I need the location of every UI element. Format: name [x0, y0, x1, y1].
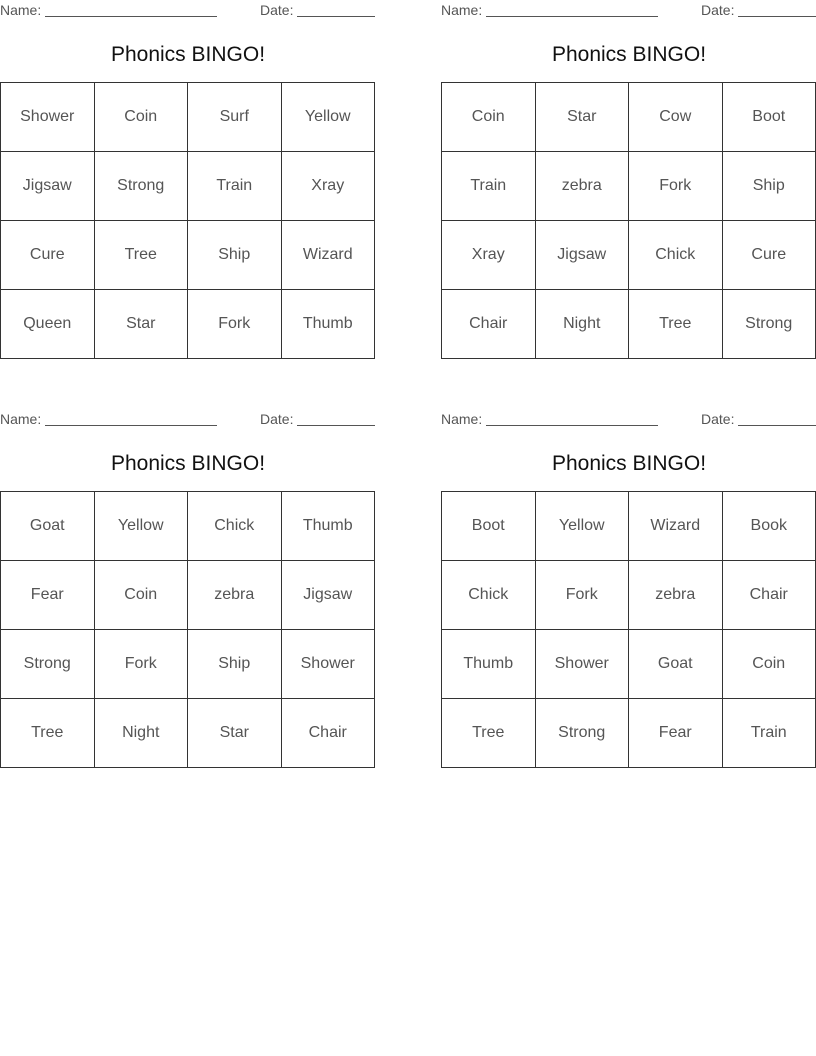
grid-cell[interactable]: Coin	[442, 83, 536, 152]
name-field[interactable]	[486, 16, 658, 17]
grid-cell[interactable]: Thumb	[281, 492, 375, 561]
grid-cell[interactable]: Xray	[442, 221, 536, 290]
grid-row	[442, 152, 816, 221]
grid-cell[interactable]: Fork	[629, 152, 723, 221]
grid-cell[interactable]: Shower	[535, 630, 629, 699]
grid-cell[interactable]: Thumb	[281, 290, 375, 359]
card-header	[0, 0, 376, 22]
date-field[interactable]	[738, 16, 816, 17]
card-title: Phonics BINGO!	[551, 452, 707, 475]
grid-cell[interactable]: Train	[722, 699, 816, 768]
grid-cell[interactable]: zebra	[629, 561, 723, 630]
card-title: Phonics BINGO!	[110, 452, 266, 475]
grid-cell[interactable]: Ship	[188, 221, 282, 290]
grid-cell[interactable]: Strong	[94, 152, 188, 221]
grid-cell[interactable]: Tree	[94, 221, 188, 290]
grid-cell[interactable]: Boot	[442, 492, 536, 561]
grid-cell[interactable]: Book	[722, 492, 816, 561]
grid-row	[442, 290, 816, 359]
grid-cell[interactable]: zebra	[535, 152, 629, 221]
name-field[interactable]	[45, 425, 217, 426]
grid-cell[interactable]: zebra	[188, 561, 282, 630]
bingo-card-3	[0, 409, 376, 768]
grid-row	[1, 492, 375, 561]
grid-cell[interactable]: Chick	[188, 492, 282, 561]
grid-row	[1, 561, 375, 630]
grid-cell[interactable]: Wizard	[629, 492, 723, 561]
grid-cell[interactable]: Goat	[1, 492, 95, 561]
grid-cell[interactable]: Strong	[1, 630, 95, 699]
grid-cell[interactable]: Train	[188, 152, 282, 221]
grid-row	[442, 83, 816, 152]
date-label: Date:	[701, 411, 735, 427]
grid-cell[interactable]: Fear	[629, 699, 723, 768]
bingo-card-4	[441, 409, 816, 768]
name-label: Name:	[441, 411, 483, 427]
grid-row	[1, 630, 375, 699]
grid-row	[442, 699, 816, 768]
grid-cell[interactable]: Chair	[442, 290, 536, 359]
date-field[interactable]	[297, 16, 375, 17]
grid-row	[442, 492, 816, 561]
name-label: Name:	[0, 411, 42, 427]
date-field[interactable]	[738, 425, 816, 426]
card-title: Phonics BINGO!	[551, 43, 707, 66]
grid-cell[interactable]: Surf	[188, 83, 282, 152]
date-label: Date:	[260, 411, 294, 427]
grid-cell[interactable]: Train	[442, 152, 536, 221]
name-label: Name:	[0, 2, 42, 18]
grid-cell[interactable]: Yellow	[94, 492, 188, 561]
grid-cell[interactable]: Fork	[188, 290, 282, 359]
grid-cell[interactable]: Queen	[1, 290, 95, 359]
grid-cell[interactable]: Thumb	[442, 630, 536, 699]
grid-cell[interactable]: Yellow	[535, 492, 629, 561]
grid-row	[1, 152, 375, 221]
grid-cell[interactable]: Chick	[629, 221, 723, 290]
card-title: Phonics BINGO!	[110, 43, 266, 66]
grid-cell[interactable]: Cow	[629, 83, 723, 152]
grid-cell[interactable]: Fork	[94, 630, 188, 699]
grid-cell[interactable]: Cure	[1, 221, 95, 290]
grid-row	[1, 221, 375, 290]
grid-cell[interactable]: Xray	[281, 152, 375, 221]
bingo-card-2	[441, 0, 816, 359]
card-header	[0, 409, 376, 431]
grid-cell[interactable]: Tree	[1, 699, 95, 768]
grid-cell[interactable]: Star	[94, 290, 188, 359]
grid-row	[442, 561, 816, 630]
grid-cell[interactable]: Star	[188, 699, 282, 768]
date-field[interactable]	[297, 425, 375, 426]
grid-cell[interactable]: Cure	[722, 221, 816, 290]
grid-cell[interactable]: Jigsaw	[535, 221, 629, 290]
grid-cell[interactable]: Chair	[281, 699, 375, 768]
bingo-grid	[441, 82, 816, 359]
grid-row	[442, 630, 816, 699]
grid-cell[interactable]: Tree	[629, 290, 723, 359]
grid-cell[interactable]: Shower	[281, 630, 375, 699]
grid-cell[interactable]: Star	[535, 83, 629, 152]
grid-cell[interactable]: Shower	[1, 83, 95, 152]
grid-row	[442, 221, 816, 290]
grid-cell[interactable]: Fear	[1, 561, 95, 630]
grid-cell[interactable]: Tree	[442, 699, 536, 768]
name-label: Name:	[441, 2, 483, 18]
grid-cell[interactable]: Jigsaw	[281, 561, 375, 630]
grid-cell[interactable]: Jigsaw	[1, 152, 95, 221]
grid-cell[interactable]: Yellow	[281, 83, 375, 152]
name-field[interactable]	[486, 425, 658, 426]
grid-cell[interactable]: Coin	[94, 83, 188, 152]
grid-cell[interactable]: Coin	[722, 630, 816, 699]
bingo-card-1	[0, 0, 376, 359]
grid-cell[interactable]: Chick	[442, 561, 536, 630]
grid-cell[interactable]: Ship	[722, 152, 816, 221]
card-header	[441, 0, 816, 22]
grid-cell[interactable]: Boot	[722, 83, 816, 152]
name-field[interactable]	[45, 16, 217, 17]
grid-cell[interactable]: Wizard	[281, 221, 375, 290]
date-label: Date:	[701, 2, 735, 18]
grid-cell[interactable]: Fork	[535, 561, 629, 630]
grid-cell[interactable]: Strong	[722, 290, 816, 359]
bingo-grid	[0, 82, 375, 359]
grid-cell[interactable]: Goat	[629, 630, 723, 699]
grid-cell[interactable]: Night	[535, 290, 629, 359]
card-header	[441, 409, 816, 431]
grid-cell[interactable]: Chair	[722, 561, 816, 630]
grid-cell[interactable]: Night	[94, 699, 188, 768]
bingo-grid	[441, 491, 816, 768]
grid-row	[1, 83, 375, 152]
bingo-grid	[0, 491, 375, 768]
grid-row	[1, 699, 375, 768]
grid-cell[interactable]: Coin	[94, 561, 188, 630]
grid-cell[interactable]: Ship	[188, 630, 282, 699]
date-label: Date:	[260, 2, 294, 18]
grid-row	[1, 290, 375, 359]
grid-cell[interactable]: Strong	[535, 699, 629, 768]
